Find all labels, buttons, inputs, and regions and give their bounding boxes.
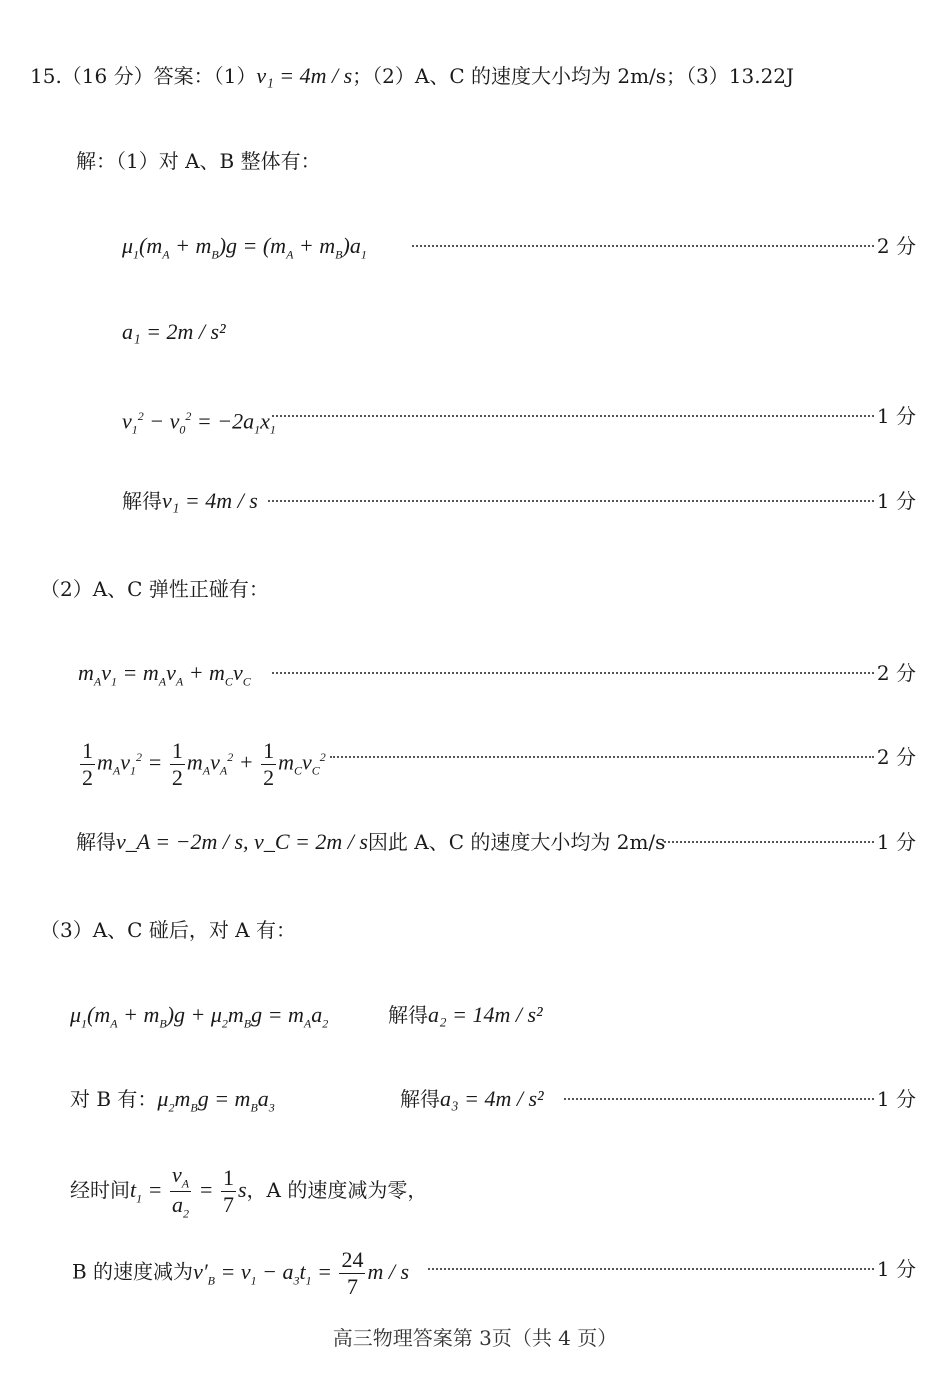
leader-dots: [272, 415, 874, 417]
formula-a1: a₁ = 2m / s²: [122, 319, 226, 344]
score-label: 1 分: [876, 830, 916, 854]
part2-momentum: [0, 653, 950, 693]
b-label: 对 B 有：: [70, 1087, 158, 1111]
part3-a-equation: [0, 995, 950, 1035]
result-label: 解得: [122, 489, 162, 513]
formula-v1: v₁ = 4m / s: [162, 488, 258, 513]
part3-intro: （3）A、C 碰后，对 A 有：: [40, 918, 296, 942]
part2-result: [0, 822, 950, 862]
formula-va-vc: v_A = −2m / s, v_C = 2m / s: [116, 829, 368, 854]
score-label: 2 分: [876, 745, 916, 769]
leader-dots: [412, 245, 874, 247]
formula-momentum: $m_Av_1 = m_Av_A + m_Cv_C$: [78, 660, 251, 689]
page-footer: 高三物理答案第 3页（共 4 页）: [332, 1326, 618, 1348]
leader-dots: [330, 756, 874, 758]
part1-equation-kinematics: [0, 396, 950, 436]
part1-acceleration: [0, 312, 950, 352]
part3-vb: [0, 1247, 950, 1299]
formula-a3: a₃ = 4m / s²: [440, 1086, 544, 1111]
part2-intro: （2）A、C 弹性正碰有：: [40, 577, 269, 601]
answer-header-rest: ；（2）A、C 的速度大小均为 2m/s；（3）13.22J: [352, 64, 795, 88]
part1-result: [0, 481, 950, 521]
formula-vb: $v'_B = v_1 - a_3t_1$ = $\frac{24}{7}$ m / s: [193, 1247, 410, 1299]
formula-newton-ab: $\mu_1(m_A + m_B)g = (m_A + m_B)a_1$: [122, 233, 367, 262]
score-label: 2 分: [876, 234, 916, 258]
part1-equation-newton: [0, 226, 950, 266]
time-label: 经时间: [70, 1177, 130, 1202]
vb-label: B 的速度减为: [72, 1259, 194, 1284]
formula-energy: $\frac{1}{2}$ $m_Av_1^2$ = $\frac{1}{2}$ $m_Av_A^2$ + $\frac{1}{2}$ $m_Cv_C^2$: [82, 737, 326, 790]
score-label: 1 分: [876, 489, 916, 513]
formula-b-friction: $\mu_2m_Bg = m_Ba_3$: [157, 1086, 275, 1115]
formula-t1: $t_1$ = $\frac{v_A}{a_2}$ = $\frac{1}{7}$ s: [130, 1162, 247, 1221]
part2-energy: [0, 737, 950, 790]
score-label: 1 分: [876, 404, 916, 428]
result-text: 因此 A、C 的速度大小均为 2m/s: [367, 830, 666, 854]
result-label: 解得: [388, 1003, 428, 1027]
formula-a2: a₂ = 14m / s²: [428, 1002, 543, 1027]
score-label: 1 分: [876, 1087, 916, 1111]
part3-time: [0, 1162, 950, 1221]
leader-dots: [268, 500, 874, 502]
leader-dots: [664, 841, 874, 843]
score-label: 1 分: [876, 1257, 916, 1281]
part3-b-equation: [0, 1079, 950, 1119]
formula-kinematics: $v_1^2 - v_0^2 = -2a_1x_1$: [122, 408, 276, 437]
leader-dots: [564, 1098, 874, 1100]
score-label: 2 分: [876, 661, 916, 685]
answer-header: [0, 56, 950, 96]
header-v1-value: v₁ = 4m / s: [256, 63, 353, 88]
result-label: 解得: [400, 1087, 440, 1111]
time-after: ，A 的速度减为零，: [246, 1177, 428, 1202]
result-label: 解得: [76, 830, 116, 854]
part1-intro: 解：（1）对 A、B 整体有：: [76, 149, 321, 173]
formula-a-friction: $\mu_1(m_A + m_B)g + \mu_2m_Bg = m_Aa_2$: [70, 1002, 329, 1031]
leader-dots: [272, 672, 874, 674]
leader-dots: [428, 1268, 874, 1270]
answer-header-label: 15.（16 分）答案：（1）: [30, 64, 257, 88]
